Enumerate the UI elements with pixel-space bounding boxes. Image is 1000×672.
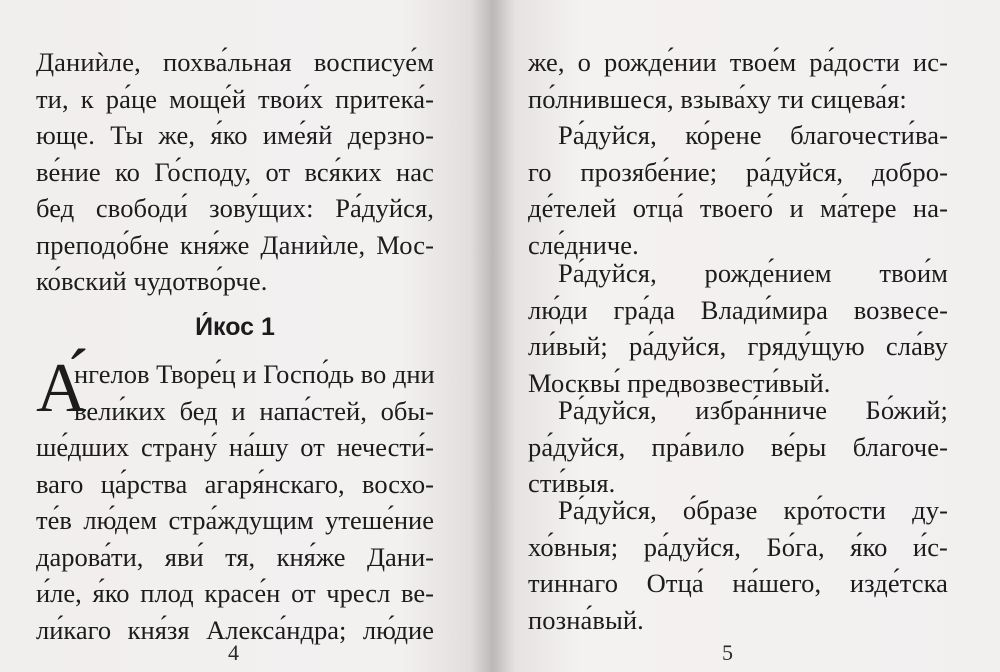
text-line: тиннаго Отца́ на́шего, изде́тска [528, 568, 948, 598]
text-line: бед свободи́ зову́щих: Ра́дуйся, [36, 193, 434, 223]
text-line: ти, к ра́це моще́й твои́х притека́- [36, 83, 434, 114]
text-line: лю́ди гра́да Влади́мира возвесе- [528, 294, 948, 325]
text-line: Ра́дуйся, ко́рене благочести́ва- [558, 120, 948, 150]
text-line: дарова́ти, яви́ тя, кня́же Дани- [36, 541, 434, 572]
text-line: де́телей отца́ твоего́ и ма́тере на- [528, 193, 948, 223]
ikos-heading: И́кос 1 [195, 313, 275, 341]
left-page [0, 0, 470, 672]
text-line: юще. Ты же, я́ко име́яй дерзно- [36, 120, 434, 150]
text-line: позна́вый. [528, 604, 644, 635]
text-line: ра́дуйся, пра́вило ве́ры благоче- [528, 431, 948, 462]
text-line: ше́дших страну́ на́шу от нечести́- [36, 432, 434, 462]
text-line: го прозябе́ние; ра́дуйся, добро- [528, 156, 948, 187]
right-paragraph [528, 255, 948, 401]
text-line: и́ле, я́ко плод красе́н от чресл ве- [36, 578, 434, 608]
text-line: ваго ца́рства агаря́нскаго, восхо- [36, 468, 434, 499]
text-line: сле́дниче. [528, 229, 639, 260]
right-paragraph [528, 492, 948, 638]
text-line: нгелов Творе́ц и Госпо́дь во дни [74, 359, 435, 389]
text-line: Ра́дуйся, избра́нниче Бо́жий; [558, 395, 948, 425]
left-paragraph [36, 44, 434, 300]
text-line: ве́ние ко Го́споду, от вся́ких нас [36, 156, 434, 187]
text-line: сти́выя. [528, 468, 616, 498]
text-line: ко́вский чудотво́рче. [36, 266, 268, 296]
right-paragraph [528, 117, 948, 263]
text-line: хо́вныя; ра́дуйся, Бо́га, я́ко и́с- [528, 531, 948, 562]
text-line: Ра́дуйся, о́бразе кро́тости ду- [558, 495, 948, 525]
text-line: Ра́дуйся, рожде́нием твои́м [558, 258, 948, 288]
page-number: 5 [722, 640, 733, 665]
drop-cap: А́ [36, 350, 87, 427]
right-paragraph [528, 44, 948, 117]
right-page [500, 0, 1000, 672]
right-paragraph [528, 392, 948, 502]
text-line: Москвы́ предвозвести́вый. [528, 367, 831, 398]
text-line: вели́ких бед и напа́стей, обы- [74, 395, 434, 426]
page-number: 4 [228, 640, 239, 665]
text-line: по́лнившеся, взыва́ху ти сицева́я: [528, 83, 907, 114]
text-line: ли́вый; ра́дуйся, гряду́щую сла́ву [528, 331, 948, 361]
text-line: преподо́бне кня́же Даниѝле, Мос- [36, 229, 434, 260]
ikos-paragraph [36, 350, 435, 648]
text-line: ли́каго кня́зя Алекса́ндра; лю́дие [36, 614, 434, 645]
text-line: же, о рожде́нии твое́м ра́дости ис- [528, 47, 948, 77]
text-line: те́в лю́дем стра́ждущим утеше́ние [36, 505, 434, 535]
text-line: Даниѝле, похва́льная восписуе́м [36, 47, 434, 77]
